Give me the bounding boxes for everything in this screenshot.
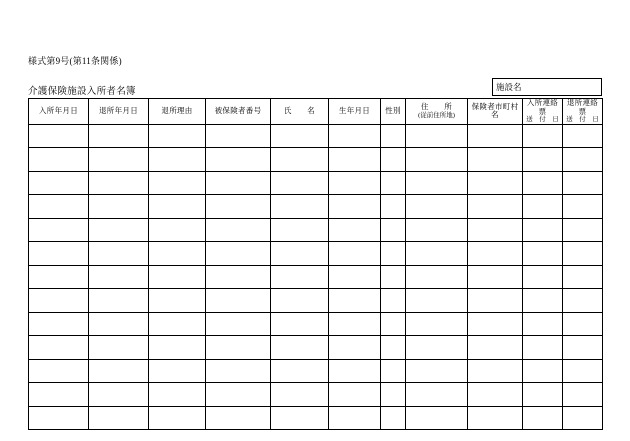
cell-discharge-date[interactable] (89, 265, 149, 289)
cell-name[interactable] (271, 148, 329, 172)
table-row (29, 148, 603, 172)
cell-name[interactable] (271, 218, 329, 242)
cell-name[interactable] (271, 336, 329, 360)
cell-discharge-reason[interactable] (149, 406, 206, 430)
column-header-discharge-reason (149, 99, 206, 125)
cell-discharge-notice-date[interactable] (563, 148, 603, 172)
column-header-label: 保険者市町村名 (471, 101, 519, 120)
column-header-label: 被保険者番号 (214, 106, 262, 116)
column-header-label: 住 所 (420, 102, 453, 112)
cell-birth-date[interactable] (329, 242, 381, 266)
cell-name[interactable] (271, 289, 329, 313)
cell-address[interactable] (406, 265, 468, 289)
cell-address[interactable] (406, 242, 468, 266)
cell-gender[interactable] (381, 171, 406, 195)
table-row (29, 195, 603, 219)
column-header-birth-date (329, 99, 381, 125)
cell-insured-number[interactable] (206, 265, 271, 289)
table-row (29, 312, 603, 336)
cell-discharge-reason[interactable] (149, 265, 206, 289)
cell-address[interactable] (406, 218, 468, 242)
cell-insured-number[interactable] (206, 124, 271, 148)
column-header-sublabel: (従前住所地) (418, 111, 455, 119)
cell-address[interactable] (406, 383, 468, 407)
cell-discharge-date[interactable] (89, 195, 149, 219)
cell-insurer-municipality[interactable] (468, 359, 523, 383)
table-row (29, 171, 603, 195)
cell-insured-number[interactable] (206, 383, 271, 407)
cell-birth-date[interactable] (329, 195, 381, 219)
cell-gender[interactable] (381, 383, 406, 407)
cell-discharge-reason[interactable] (149, 312, 206, 336)
column-header-label: 入所連絡票 (526, 98, 559, 116)
cell-discharge-notice-date[interactable] (563, 336, 603, 360)
facility-name-field[interactable] (492, 78, 602, 96)
cell-name[interactable] (271, 359, 329, 383)
cell-insured-number[interactable] (206, 195, 271, 219)
table-row (29, 289, 603, 313)
cell-insurer-municipality[interactable] (468, 383, 523, 407)
cell-admission-date[interactable] (29, 265, 89, 289)
cell-discharge-notice-date[interactable] (563, 359, 603, 383)
cell-insurer-municipality[interactable] (468, 195, 523, 219)
cell-admission-notice-date[interactable] (523, 289, 563, 313)
cell-discharge-notice-date[interactable] (563, 265, 603, 289)
cell-discharge-date[interactable] (89, 359, 149, 383)
column-header-insurer-municipality (468, 99, 523, 125)
cell-insurer-municipality[interactable] (468, 148, 523, 172)
cell-discharge-notice-date[interactable] (563, 171, 603, 195)
cell-insured-number[interactable] (206, 171, 271, 195)
cell-insurer-municipality[interactable] (468, 242, 523, 266)
cell-discharge-date[interactable] (89, 289, 149, 313)
cell-admission-date[interactable] (29, 359, 89, 383)
cell-discharge-notice-date[interactable] (563, 195, 603, 219)
roster-table (28, 98, 603, 430)
cell-admission-notice-date[interactable] (523, 171, 563, 195)
column-header-admission-date (29, 99, 89, 125)
cell-gender[interactable] (381, 289, 406, 313)
cell-discharge-notice-date[interactable] (563, 218, 603, 242)
cell-admission-notice-date[interactable] (523, 124, 563, 148)
cell-discharge-reason[interactable] (149, 336, 206, 360)
cell-address[interactable] (406, 124, 468, 148)
column-header-label: 退所連絡票 (566, 98, 599, 116)
cell-insurer-municipality[interactable] (468, 406, 523, 430)
cell-birth-date[interactable] (329, 406, 381, 430)
cell-name[interactable] (271, 312, 329, 336)
column-header-label: 入所年月日 (39, 106, 78, 116)
cell-admission-date[interactable] (29, 171, 89, 195)
cell-admission-notice-date[interactable] (523, 312, 563, 336)
cell-insured-number[interactable] (206, 242, 271, 266)
cell-discharge-notice-date[interactable] (563, 242, 603, 266)
cell-address[interactable] (406, 336, 468, 360)
cell-name[interactable] (271, 171, 329, 195)
cell-birth-date[interactable] (329, 148, 381, 172)
cell-discharge-reason[interactable] (149, 124, 206, 148)
cell-discharge-date[interactable] (89, 336, 149, 360)
cell-birth-date[interactable] (329, 218, 381, 242)
table-row (29, 124, 603, 148)
column-header-admission-notice-date (523, 99, 563, 125)
table-row (29, 242, 603, 266)
cell-admission-date[interactable] (29, 148, 89, 172)
cell-gender[interactable] (381, 359, 406, 383)
cell-discharge-reason[interactable] (149, 218, 206, 242)
cell-insured-number[interactable] (206, 148, 271, 172)
cell-address[interactable] (406, 359, 468, 383)
cell-discharge-reason[interactable] (149, 242, 206, 266)
table-row (29, 265, 603, 289)
column-header-sublabel: 送 付 日 (526, 116, 559, 124)
cell-address[interactable] (406, 195, 468, 219)
cell-admission-notice-date[interactable] (523, 336, 563, 360)
cell-insurer-municipality[interactable] (468, 218, 523, 242)
cell-address[interactable] (406, 406, 468, 430)
cell-birth-date[interactable] (329, 289, 381, 313)
cell-discharge-date[interactable] (89, 406, 149, 430)
column-header-label: 性別 (385, 106, 401, 116)
cell-name[interactable] (271, 124, 329, 148)
cell-admission-date[interactable] (29, 312, 89, 336)
cell-discharge-reason[interactable] (149, 171, 206, 195)
cell-discharge-notice-date[interactable] (563, 383, 603, 407)
cell-admission-notice-date[interactable] (523, 265, 563, 289)
cell-name[interactable] (271, 195, 329, 219)
column-header-label: 退所理由 (161, 106, 193, 116)
table-row (29, 406, 603, 430)
cell-admission-notice-date[interactable] (523, 195, 563, 219)
table-header-row (29, 99, 603, 125)
cell-birth-date[interactable] (329, 336, 381, 360)
cell-discharge-reason[interactable] (149, 148, 206, 172)
cell-admission-date[interactable] (29, 242, 89, 266)
cell-gender[interactable] (381, 312, 406, 336)
cell-discharge-reason[interactable] (149, 289, 206, 313)
cell-gender[interactable] (381, 242, 406, 266)
cell-discharge-notice-date[interactable] (563, 406, 603, 430)
cell-discharge-date[interactable] (89, 124, 149, 148)
cell-discharge-notice-date[interactable] (563, 124, 603, 148)
cell-admission-notice-date[interactable] (523, 406, 563, 430)
cell-discharge-date[interactable] (89, 383, 149, 407)
cell-admission-date[interactable] (29, 336, 89, 360)
cell-discharge-reason[interactable] (149, 383, 206, 407)
page-title: 介護保険施設入所者名簿 (28, 87, 136, 97)
cell-name[interactable] (271, 242, 329, 266)
cell-address[interactable] (406, 148, 468, 172)
table-row (29, 336, 603, 360)
column-header-discharge-date (89, 99, 149, 125)
cell-admission-notice-date[interactable] (523, 218, 563, 242)
cell-insured-number[interactable] (206, 218, 271, 242)
cell-name[interactable] (271, 406, 329, 430)
cell-insured-number[interactable] (206, 406, 271, 430)
cell-birth-date[interactable] (329, 383, 381, 407)
table-row (29, 218, 603, 242)
cell-insurer-municipality[interactable] (468, 265, 523, 289)
cell-insurer-municipality[interactable] (468, 312, 523, 336)
cell-birth-date[interactable] (329, 124, 381, 148)
form-number: 様式第9号(第11条関係) (28, 56, 122, 66)
cell-insurer-municipality[interactable] (468, 171, 523, 195)
cell-discharge-date[interactable] (89, 242, 149, 266)
cell-address[interactable] (406, 289, 468, 313)
cell-admission-date[interactable] (29, 289, 89, 313)
cell-discharge-reason[interactable] (149, 359, 206, 383)
cell-insured-number[interactable] (206, 359, 271, 383)
column-header-discharge-notice-date (563, 99, 603, 125)
table-row (29, 359, 603, 383)
column-header-insured-number (206, 99, 271, 125)
cell-gender[interactable] (381, 195, 406, 219)
column-header-gender (381, 99, 406, 125)
cell-birth-date[interactable] (329, 171, 381, 195)
facility-name-label: 施設名 (496, 82, 522, 92)
cell-name[interactable] (271, 265, 329, 289)
cell-discharge-date[interactable] (89, 312, 149, 336)
cell-gender[interactable] (381, 265, 406, 289)
cell-insured-number[interactable] (206, 336, 271, 360)
cell-admission-date[interactable] (29, 124, 89, 148)
cell-birth-date[interactable] (329, 312, 381, 336)
cell-gender[interactable] (381, 148, 406, 172)
cell-admission-notice-date[interactable] (523, 242, 563, 266)
cell-gender[interactable] (381, 406, 406, 430)
cell-birth-date[interactable] (329, 265, 381, 289)
column-header-sublabel: 送 付 日 (566, 116, 599, 124)
cell-address[interactable] (406, 312, 468, 336)
cell-name[interactable] (271, 383, 329, 407)
cell-admission-date[interactable] (29, 218, 89, 242)
cell-address[interactable] (406, 171, 468, 195)
cell-discharge-notice-date[interactable] (563, 312, 603, 336)
cell-discharge-notice-date[interactable] (563, 289, 603, 313)
column-header-label: 退所年月日 (99, 106, 138, 116)
cell-admission-notice-date[interactable] (523, 359, 563, 383)
cell-insured-number[interactable] (206, 312, 271, 336)
column-header-label: 氏 名 (283, 106, 316, 116)
cell-birth-date[interactable] (329, 359, 381, 383)
cell-gender[interactable] (381, 336, 406, 360)
cell-insurer-municipality[interactable] (468, 124, 523, 148)
column-header-address (406, 99, 468, 125)
cell-gender[interactable] (381, 218, 406, 242)
table-row (29, 383, 603, 407)
column-header-name (271, 99, 329, 125)
cell-insurer-municipality[interactable] (468, 336, 523, 360)
cell-admission-date[interactable] (29, 383, 89, 407)
cell-discharge-date[interactable] (89, 148, 149, 172)
cell-discharge-date[interactable] (89, 218, 149, 242)
cell-admission-notice-date[interactable] (523, 148, 563, 172)
cell-admission-notice-date[interactable] (523, 383, 563, 407)
cell-discharge-date[interactable] (89, 171, 149, 195)
column-header-label: 生年月日 (338, 106, 371, 116)
cell-admission-date[interactable] (29, 195, 89, 219)
cell-admission-date[interactable] (29, 406, 89, 430)
cell-discharge-reason[interactable] (149, 195, 206, 219)
cell-insurer-municipality[interactable] (468, 289, 523, 313)
cell-insured-number[interactable] (206, 289, 271, 313)
cell-gender[interactable] (381, 124, 406, 148)
